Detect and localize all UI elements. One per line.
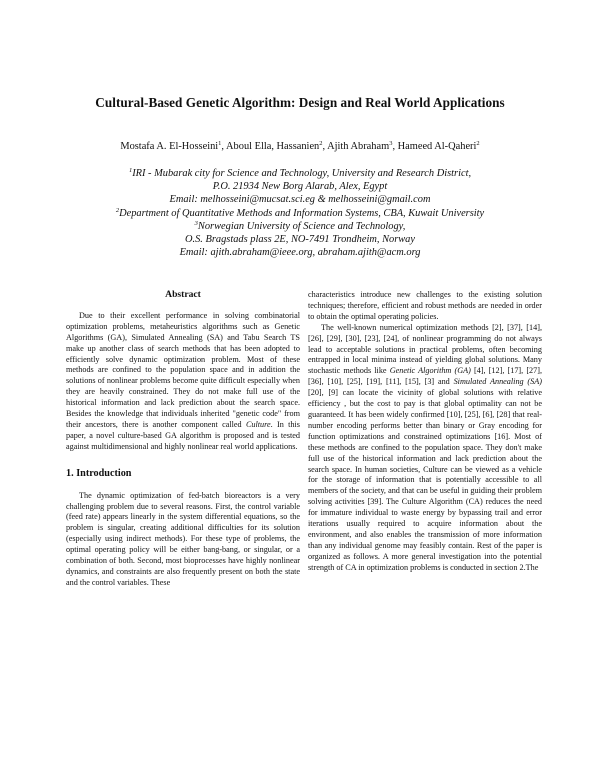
abstract-heading: Abstract [165, 289, 201, 300]
affiliations [0, 167, 600, 259]
introduction-paragraph: The dynamic optimization of fed-batch bioreactors is a very challenging problem due to several reasons. First, the control variable (feed rate) appears linearly in the system differential equations, so the problem is singular, creating additional difficulties for its solution (especially using indirect methods). For these type of problems, the optimal operating policy will be either bang-bang, or singular, or a combination of both. Second, most bioprocesses have highly nonlinear dynamics, and constraints are also frequently present on both the state and the control variables. These [66, 490, 300, 587]
section-heading-introduction: 1. Introduction [66, 467, 132, 479]
author: Ajith Abraham$^3$, [327, 140, 398, 152]
affiliation-line: $^3$Norwegian University of Science and Technology, [194, 219, 406, 232]
author: Mostafa A. El-Hosseini$^1$, [120, 140, 227, 152]
author-list [0, 141, 600, 152]
right-column [308, 290, 542, 574]
affiliation-email: Email: ajith.abraham@ieee.org, abraham.ajith@acm.org [179, 247, 421, 259]
affiliation-line: $^1$IRI - Mubarak city for Science and Technology, University and Research District, [128, 167, 472, 179]
affiliation-line: $^2$Department of Quantitative Methods and Information Systems, CBA, Kuwait University [115, 206, 485, 219]
author: Hameed Al-Qaheri$^2$ [397, 140, 480, 152]
affiliation-line: O.S. Bragstads plass 2E, NO-7491 Trondheim, Norway [185, 234, 415, 246]
introduction-paragraph-continued: characteristics introduce new challenges to the existing solution techniques; therefore, efficient and robust methods are needed in order to obtain the optimal operating policies. [308, 290, 542, 321]
paper-title: Cultural-Based Genetic Algorithm: Design and Real World Applications [95, 95, 505, 110]
affiliation-line: P.O. 21934 New Borg Alarab, Alex, Egypt [212, 181, 388, 193]
abstract-body: Due to their excellent performance in solving combinatorial optimization problems, metaheuristics algorithms such as Genetic Algorithms (GA), Simulated Annealing (SA) and Tabu Search TS make up another class of search methods that has been adopted to efficiently solve dynamic optimization problem. Most of these methods are confined to the population space and in addition the solutions of nonlinear problems become quite difficult especially when they are heavily constrained. They do not make full use of the historical information and lack prediction about the search space. Besides the knowledge that individuals inherited "genetic code" from their ancestors, there is another component called Culture. In this paper, a novel culture-based GA algorithm is proposed and is tested against multidimensional and highly nonlinear real world applications. [66, 310, 300, 451]
left-column [66, 290, 300, 589]
affiliation-email: Email: melhosseini@mucsat.sci.eg & melhosseini@gmail.com [169, 194, 431, 206]
introduction-paragraph-2: The well-known numerical optimization methods [2], [37], [14], [26], [29], [30], [23], [24], of nonlinear programming do not always lead to acceptable solutions in practical problems, often becoming entrapped in local minima instead of yielding global solutions. Many stochastic methods like Genetic Algorithm (GA) [4], [12], [17], [27], [36], [10], [25], [19], [11], [15], [3] and Simulated Annealing (SA) [20], [9] can locate the vicinity of global solutions with relative efficiency , but the cost to pay is that global optimality can not be guaranteed. It has been widely confirmed [10], [25], [6], [28] that real-number encoding performs better than binary or Gray encoding for function optimizations and constrained optimizations [16]. Most of these methods are confined to the population space. They don't make full use of the historical information and lack prediction about the search space. In human societies, Culture can be viewed as a vehicle for the storage of information that is potentially accessible to all members of the society, and that can be useful in guiding their problem solving activities [39]. The Culture Algorithm (CA) reduces the need for immature individual to waste energy by bypassing trail and error iterations usually required to acquire information about the environment, and also enables the transmission of more information than any individual genome may feasibly contain. Rest of the paper is organized as follows. A more general investigation into the potential strength of CA in optimization problems is conducted in section 2.The [308, 322, 543, 572]
author: Aboul Ella, Hassanien$^2$, [226, 140, 328, 152]
